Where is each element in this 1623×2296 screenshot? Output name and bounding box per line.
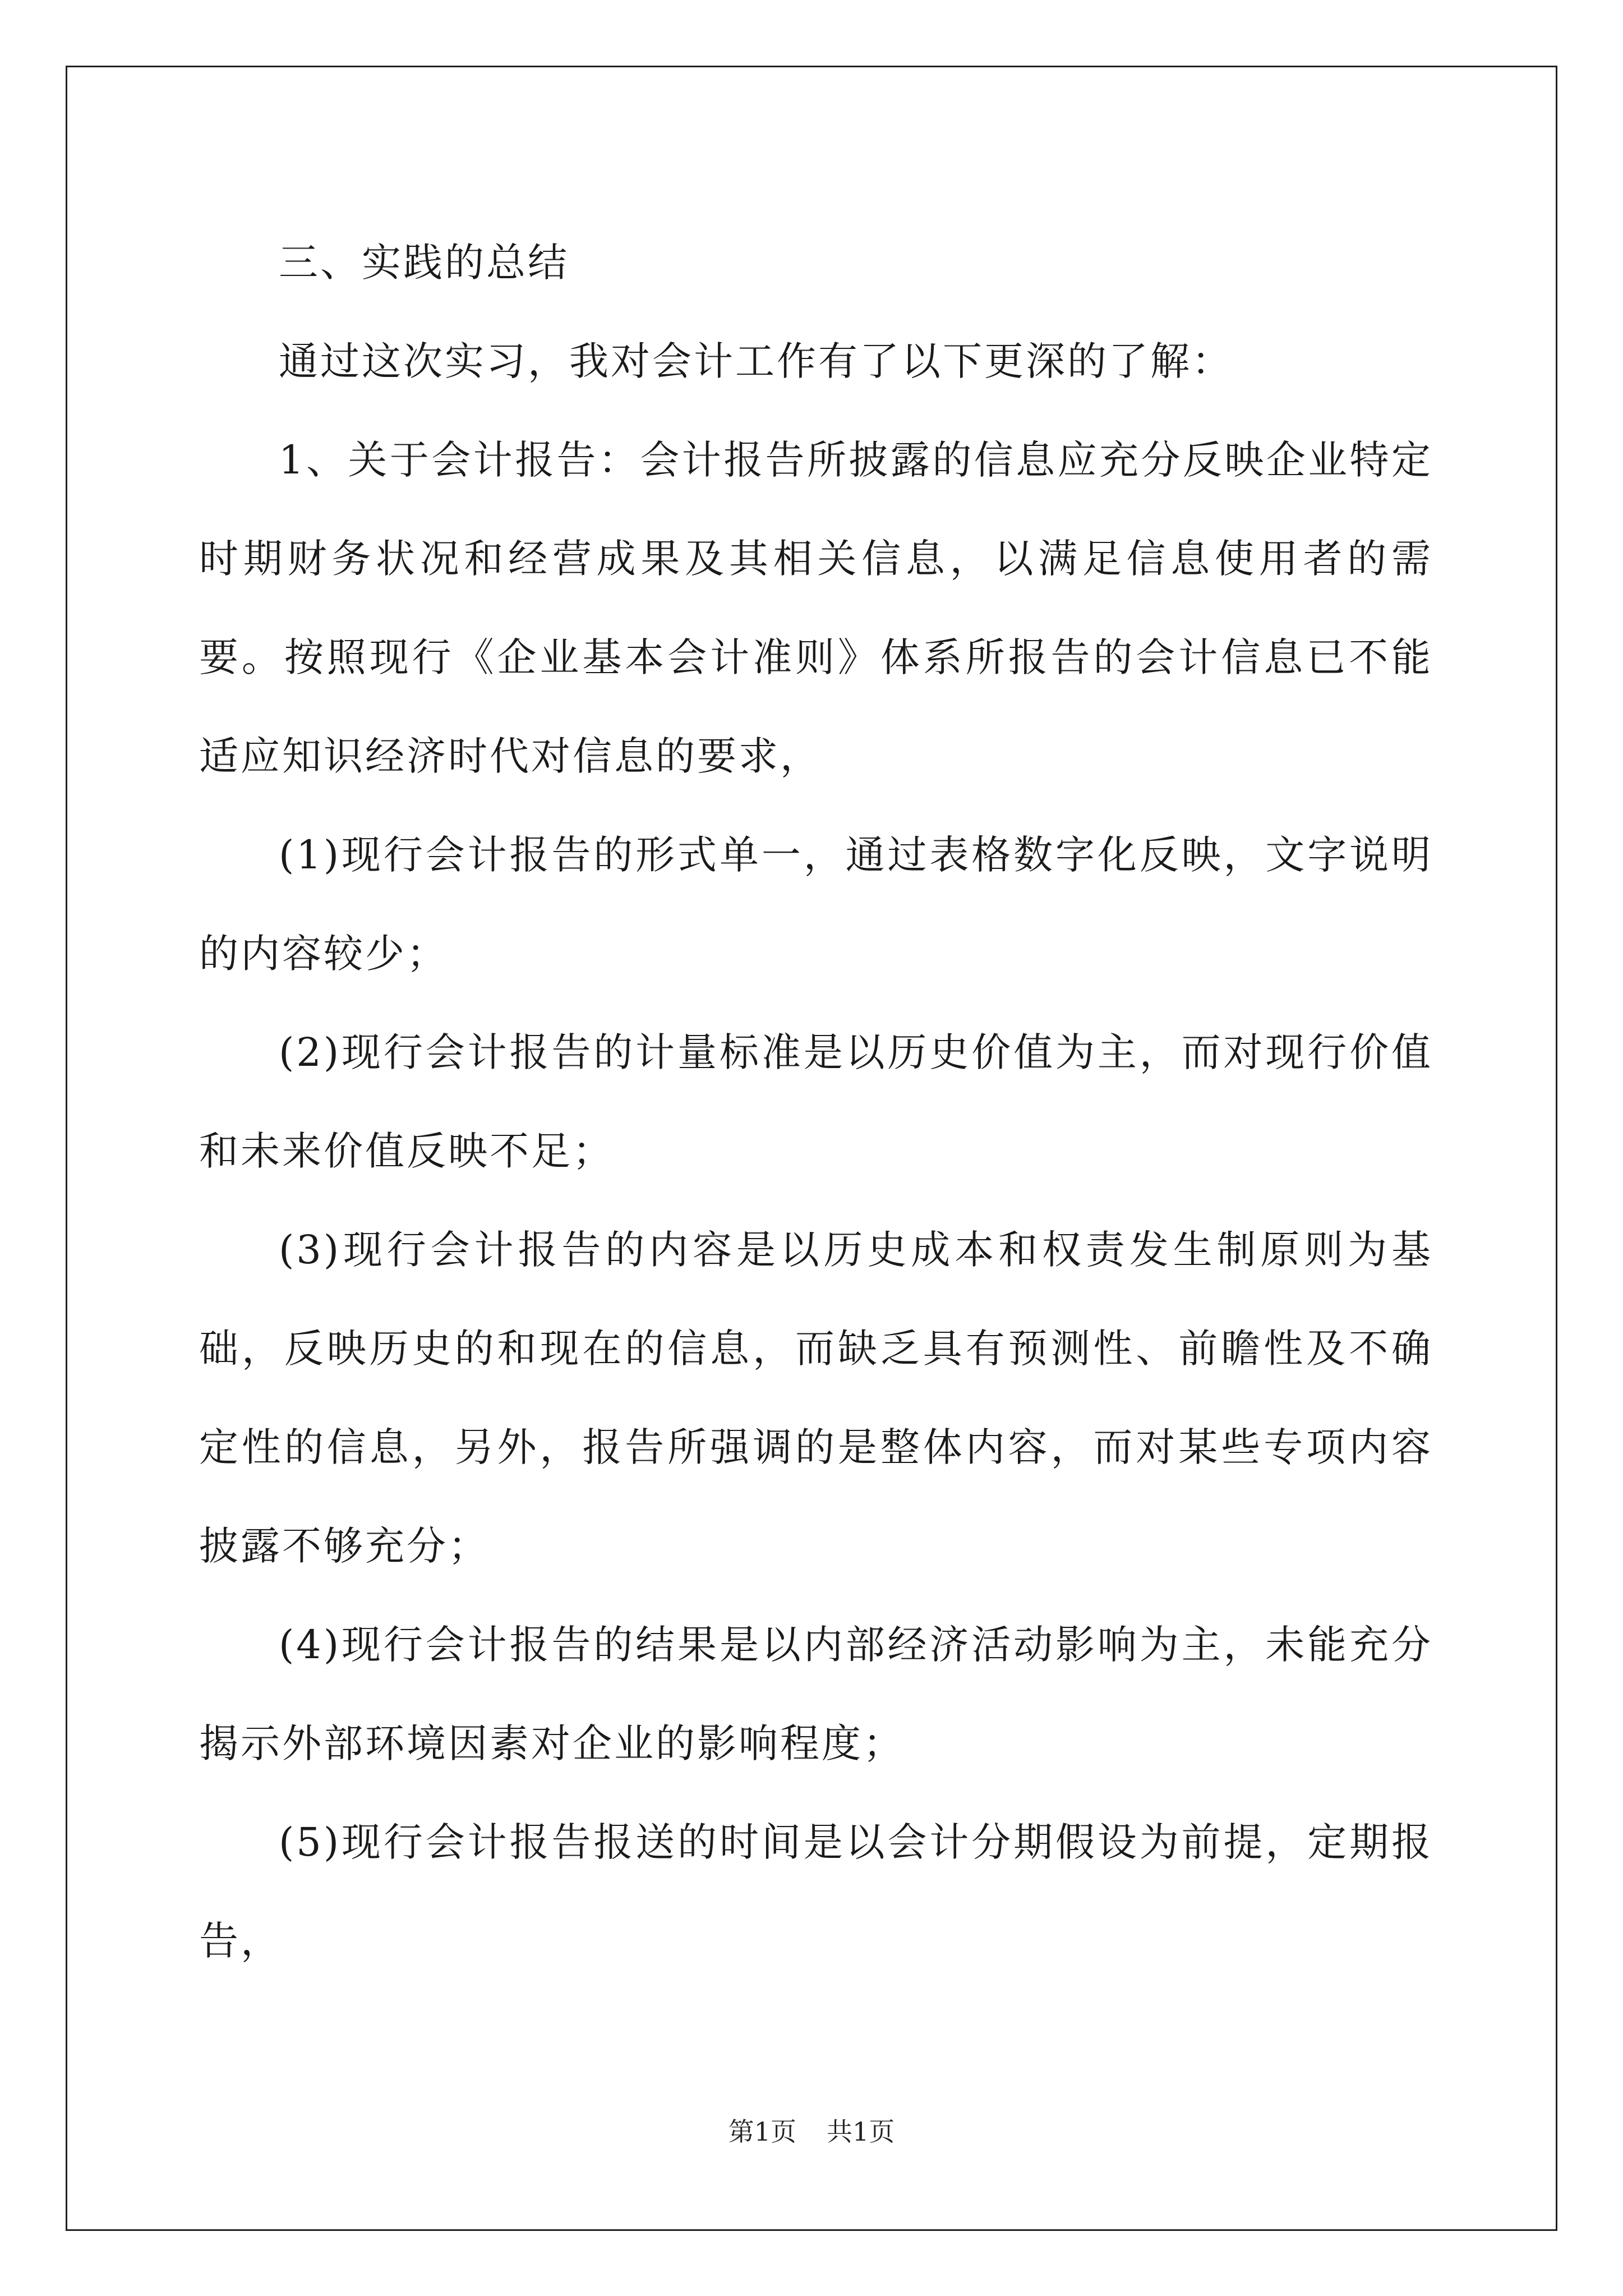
paragraph-accounting-report: 1、关于会计报告：会计报告所披露的信息应充分反映企业特定时期财务状况和经营成果及其相关信息，以满足信息使用者的需要。按照现行《企业基本会计准则》体系所报告的会计信息已不能适应知识经济时代对信息的要求， <box>199 437 1433 779</box>
intro-paragraph: 通过这次实习，我对会计工作有了以下更深的了解： <box>279 338 1233 384</box>
paragraph-item-3: (3)现行会计报告的内容是以历史成本和权责发生制原则为基础，反映历史的和现在的信息，而缺乏具有预测性、前瞻性及不确定性的信息，另外，报告所强调的是整体内容，而对某些专项内容披露不够充分； <box>199 1227 1433 1569</box>
document-body <box>199 213 1433 1990</box>
section-heading: 三、实践的总结 <box>279 240 569 286</box>
paragraph-item-5: (5)现行会计报告报送的时间是以会计分期假设为前提，定期报告， <box>199 1819 1433 1964</box>
page-footer <box>0 2115 1623 2148</box>
page-number: 第1页 <box>728 2116 796 2147</box>
paragraph-item-1: (1)现行会计报告的形式单一，通过表格数字化反映，文字说明的内容较少； <box>199 832 1433 977</box>
paragraph-item-4: (4)现行会计报告的结果是以内部经济活动影响为主，未能充分揭示外部环境因素对企业的影响程度； <box>199 1622 1433 1766</box>
paragraph-item-2: (2)现行会计报告的计量标准是以历史价值为主，而对现行价值和未来价值反映不足； <box>199 1029 1433 1174</box>
total-pages: 共1页 <box>827 2116 895 2147</box>
